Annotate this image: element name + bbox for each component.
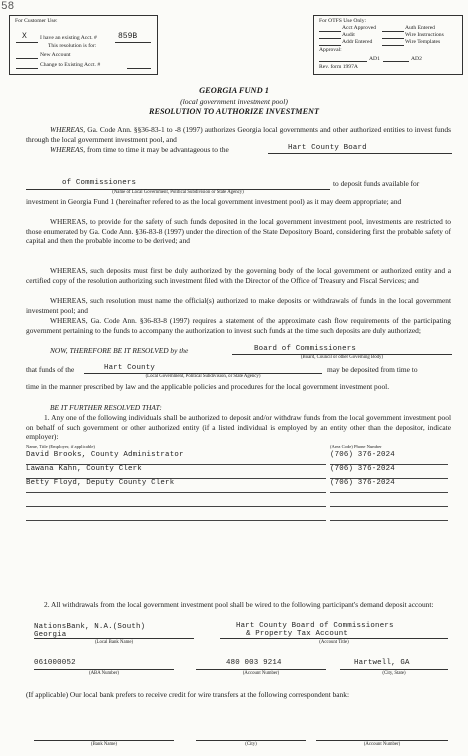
resolved-continuation: time in the manner prescribed by law and the applicable policies and procedures for the local government investment pool. xyxy=(26,382,390,391)
account-number-line xyxy=(196,669,326,670)
change-account-label: Change to Existing Acct. # xyxy=(40,62,101,68)
account-title-line1: Hart County Board of Commissioners xyxy=(236,622,394,630)
wire-instructions: Wire Instructions xyxy=(405,32,444,38)
governing-body-value: Board of Commissioners xyxy=(254,345,356,353)
governing-body-field xyxy=(232,345,452,355)
approval-field xyxy=(319,54,367,62)
account-title-line2: & Property Tax Account xyxy=(246,630,348,638)
new-account-label: New Account xyxy=(40,52,71,58)
official-name: David Brooks, County Administrator xyxy=(26,451,326,465)
official-phone: (706) 376-2024 xyxy=(330,451,448,465)
item-2-text: 2. All withdrawals from the local government investment pool shall be wired to the following participant's demand deposit account: xyxy=(44,600,434,609)
whereas-paragraph-1 xyxy=(26,125,451,144)
officials-phones xyxy=(330,451,448,521)
existing-acct-value: 859B xyxy=(118,32,138,41)
bank-name-line2: Georgia xyxy=(34,631,67,639)
official-name: Lawana Kahn, County Clerk xyxy=(26,465,326,479)
city-state-line xyxy=(340,669,448,670)
account-title xyxy=(236,622,394,638)
whereas-paragraph-5: WHEREAS, such resolution must name the official(s) authorized to make deposits or withdrawals of funds in the local government investment pool; and xyxy=(26,296,451,315)
city-state-caption: (City, State) xyxy=(382,671,406,676)
aba-number: 061000052 xyxy=(34,659,76,667)
officials-col-name: Name, Title (Employer, if applicable) xyxy=(26,444,95,449)
bank-name-line xyxy=(34,638,194,639)
local-entity-caption: (Local Government, Political Subdivision, or State Agency) xyxy=(145,374,261,379)
acct-approved: Acct Approved xyxy=(342,25,377,31)
audit: Audit xyxy=(342,32,355,38)
account-title-caption: (Account Title) xyxy=(319,640,349,645)
local-entity-value: Hart County xyxy=(104,364,155,372)
corr-account-caption: (Account Number) xyxy=(363,742,401,747)
officials-col-phone: (Area Code) Phone Number xyxy=(330,444,382,449)
addr-entered: Addr Entered xyxy=(342,39,373,45)
change-account-field xyxy=(127,61,151,69)
otfs-use-box xyxy=(313,15,463,75)
para2-continuation: investment in Georgia Fund 1 (hereinafter refered to as the local government investment pool) as it may deem appropriate; and xyxy=(26,197,402,206)
entity-caption: (Name of Local Government, Political Subdivision or State Agency) xyxy=(112,190,244,195)
ad2-label: AD2 xyxy=(411,56,422,62)
auth-entered: Auth Entered xyxy=(405,25,435,31)
resolved-lead: NOW, THEREFORE BE IT RESOLVED by the xyxy=(50,346,189,355)
corr-city-caption: (City) xyxy=(245,742,257,747)
correspondent-text: (If applicable) Our local bank prefers to receive credit for wire transfers at the following correspondent bank: xyxy=(26,690,349,699)
bank-name-line1: NationsBank, N.A.(South) xyxy=(34,623,146,631)
resolved-after: may be deposited from time to xyxy=(327,365,418,374)
entity-field-line1 xyxy=(268,144,452,154)
local-bank-name xyxy=(34,623,145,639)
otfs-blank xyxy=(382,39,404,46)
official-phone xyxy=(330,507,448,521)
check-mark: X xyxy=(22,32,27,41)
otfs-blank xyxy=(319,39,341,46)
official-phone: (706) 376-2024 xyxy=(330,479,448,493)
local-entity-field xyxy=(84,364,322,374)
official-name xyxy=(26,507,326,521)
corr-bank-line xyxy=(34,740,174,741)
funds-of-label: that funds of the xyxy=(26,365,75,374)
official-name: Betty Floyd, Deputy County Clerk xyxy=(26,479,326,493)
form-title: GEORGIA FUND 1 xyxy=(199,86,269,95)
city-state: Hartwell, GA xyxy=(354,659,410,667)
official-phone xyxy=(330,493,448,507)
bank-name-caption: (Local Bank Name) xyxy=(94,640,134,645)
otfs-blank xyxy=(319,32,341,39)
para2-after: to deposit funds available for xyxy=(333,179,420,188)
resolution-for-label: This resolution is for: xyxy=(48,43,97,49)
officials-names xyxy=(26,451,326,521)
resolution-heading: RESOLUTION TO AUTHORIZE INVESTMENT xyxy=(149,107,319,116)
ad1-field xyxy=(383,54,409,62)
item-1-text: 1. Any one of the following individuals shall be authorized to deposit and/or withdraw funds from the local government investment pool on behalf of such government or other authorized entity (if a listed individual is employed by an entity other than the depositor, indicate employer): xyxy=(26,413,451,442)
corr-account-line xyxy=(316,740,448,741)
otfs-box-title: For OTFS Use Only: xyxy=(319,18,367,24)
existing-acct-field xyxy=(115,33,151,43)
aba-line xyxy=(34,669,174,670)
whereas-paragraph-4: WHEREAS, such deposits must first be duly authorized by the governing body of the local government or authorized entity and a certified copy of the resolution authorizing such investment filed with the Director of the Office of Treasury and Fiscal Services; and xyxy=(26,266,451,285)
wire-templates: Wire Templates xyxy=(405,39,441,45)
further-resolved: BE IT FURTHER RESOLVED THAT: xyxy=(50,403,162,412)
para1-text: Ga. Code Ann. §§36-83-1 to -8 (1997) authorizes Georgia local governments and other authorized entities to invest funds through the local government investment pool, and xyxy=(26,125,451,144)
official-name xyxy=(26,493,326,507)
new-account-check xyxy=(16,51,38,59)
change-account-check xyxy=(16,61,38,69)
approval-label: Approval: xyxy=(319,47,342,53)
whereas-word: WHEREAS, xyxy=(50,145,86,154)
existing-acct-check xyxy=(16,33,38,43)
para2-text: from time to time it may be advantageous to the xyxy=(86,145,229,154)
form-subtitle: (local government investment pool) xyxy=(180,97,288,106)
governing-body-caption: (Board, Council or other Governing Body) xyxy=(300,355,384,360)
corr-city-line xyxy=(196,740,306,741)
entity-field-line2 xyxy=(26,178,330,190)
entity-value-line2: of Commissioners xyxy=(62,179,137,187)
existing-acct-label: I have an existing Acct. # xyxy=(40,35,97,41)
whereas-word: WHEREAS, xyxy=(50,125,86,134)
account-number-caption: (Account Number) xyxy=(242,671,280,676)
page-number: 58 xyxy=(1,1,15,13)
customer-use-box xyxy=(9,15,158,75)
customer-box-title: For Customer Use: xyxy=(15,18,58,24)
whereas-paragraph-6: WHEREAS, Ga. Code Ann. §36-83-8 (1997) requires a statement of the approximate cash flow requirements of the participating government pertaining to the funds to accompany the authorization to invest such funds at the time such deposits are duly authorized; xyxy=(26,316,451,335)
rev-form: Rev. form 1997A xyxy=(319,64,358,70)
otfs-blank xyxy=(382,32,404,39)
entity-value-line1: Hart County Board xyxy=(288,144,367,152)
corr-bank-caption: (Bank Name) xyxy=(91,742,117,747)
whereas-paragraph-3: WHEREAS, to provide for the safety of such funds deposited in the local government investment pool, investments are restricted to those enumerated by Ga. Code Ann. §36-83-8 (1997) under the direction of the State Depository Board, considering first the probable safety of capital and then the probable income to be derived; and xyxy=(26,217,451,246)
account-number: 480 003 9214 xyxy=(226,659,282,667)
otfs-blank xyxy=(319,25,341,32)
otfs-blank xyxy=(382,25,404,32)
account-title-line xyxy=(220,638,448,639)
official-phone: (706) 376-2024 xyxy=(330,465,448,479)
aba-caption: (ABA Number) xyxy=(89,671,119,676)
ad1-label: AD1 xyxy=(369,56,380,62)
